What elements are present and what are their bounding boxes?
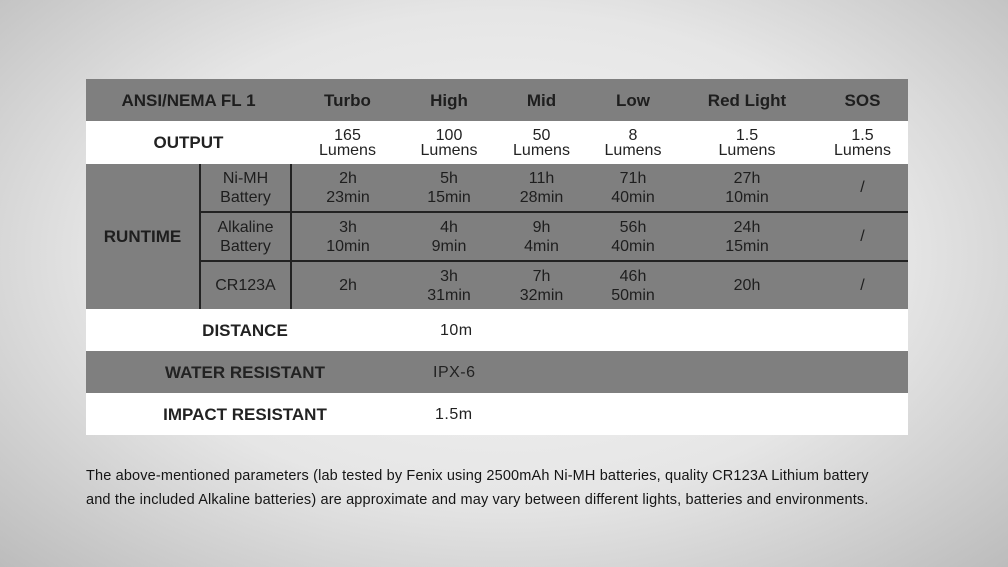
runtime-minutes: 40min [611,237,655,255]
runtime-minutes: 10min [725,188,769,206]
runtime-minutes: 15min [427,188,471,206]
output-cell [291,121,404,164]
output-unit: Lumens [718,141,776,159]
header-row [86,79,908,121]
runtime-hours: 11h [528,169,555,187]
output-value: 1.5 [851,126,874,144]
runtime-hours: / [860,179,865,196]
battery-type [200,212,291,261]
output-value: 50 [532,126,551,144]
output-cell [677,121,817,164]
runtime-cell [494,212,589,261]
runtime-row-cr123a [86,261,908,309]
runtime-minutes: 4min [524,237,559,255]
runtime-minutes: 40min [611,188,655,206]
runtime-minutes: 15min [725,237,769,255]
runtime-cell [494,164,589,212]
battery-type [200,164,291,212]
runtime-cell [404,164,494,212]
output-unit: Lumens [319,141,376,159]
runtime-minutes: 10min [326,237,370,255]
header-low: Low [616,90,650,110]
runtime-hours: / [860,228,865,245]
runtime-hours: 2h [339,169,357,187]
distance-label: DISTANCE [202,320,288,340]
runtime-minutes: 9min [431,237,467,255]
footnote [86,464,926,512]
water-label: WATER RESISTANT [165,362,325,382]
runtime-hours: 27h [733,169,761,187]
output-unit: Lumens [513,141,570,159]
output-cell [494,121,589,164]
impact-value: 1.5m [435,405,473,423]
battery-suffix: Battery [220,237,271,255]
header-red-light: Red Light [707,90,787,110]
runtime-hours: 9h [532,218,551,236]
water-row [86,351,908,393]
output-unit: Lumens [604,141,662,159]
runtime-cell [291,212,404,261]
distance-value: 10m [440,321,473,339]
output-cell [589,121,677,164]
runtime-row-nimh [86,164,908,212]
runtime-cell [817,261,908,309]
battery-name: CR123A [215,277,276,294]
footnote-line: and the included Alkaline batteries) are approximate and may vary between different lights, batteries and environments. [86,492,869,508]
runtime-cell [589,261,677,309]
output-unit: Lumens [834,141,891,159]
battery-type [200,261,291,309]
runtime-hours: 46h [619,267,647,285]
runtime-minutes: 23min [326,188,370,206]
output-label: OUTPUT [153,133,224,152]
runtime-cell [589,212,677,261]
header-ansi: ANSI/NEMA FL 1 [121,90,256,110]
water-value: IPX-6 [433,363,476,381]
output-value: 8 [628,126,638,144]
runtime-label: RUNTIME [103,227,182,246]
output-value: 1.5 [735,126,759,144]
runtime-cell [817,212,908,261]
runtime-hours: 4h [440,218,458,236]
runtime-cell [817,164,908,212]
runtime-cell [677,261,817,309]
runtime-cell [494,261,589,309]
runtime-cell [404,212,494,261]
runtime-hours: / [860,277,865,294]
output-cell [817,121,908,164]
runtime-row-alkaline [86,212,908,261]
impact-label: IMPACT RESISTANT [163,404,327,424]
output-value: 100 [435,126,463,144]
spec-table [86,79,908,435]
runtime-hours: 2h [339,277,357,294]
runtime-cell [677,212,817,261]
runtime-cell [589,164,677,212]
header-high: High [430,90,468,110]
output-cell [404,121,494,164]
footnote-line: The above-mentioned parameters (lab tested by Fenix using 2500mAh Ni-MH batteries, quality CR123A Lithium battery [86,468,869,484]
battery-name: Alkaline [217,218,274,236]
runtime-hours: 5h [440,169,458,187]
runtime-hours: 3h [440,267,458,285]
output-unit: Lumens [420,141,478,159]
runtime-hours: 56h [619,218,647,236]
runtime-cell [677,164,817,212]
output-row [86,121,908,164]
runtime-minutes: 50min [611,286,655,304]
runtime-hours: 20h [733,277,761,294]
runtime-minutes: 32min [519,286,564,304]
distance-row [86,309,908,351]
header-mid: Mid [526,90,557,110]
runtime-cell [291,164,404,212]
runtime-hours: 24h [733,218,761,236]
runtime-minutes: 28min [519,188,564,206]
output-value: 165 [334,126,361,144]
runtime-cell [291,261,404,309]
header-sos: SOS [844,90,881,110]
runtime-hours: 3h [339,218,357,236]
runtime-hours: 71h [619,169,647,187]
header-turbo: Turbo [324,90,371,110]
runtime-hours: 7h [532,267,551,285]
battery-suffix: Battery [220,188,271,206]
runtime-cell [404,261,494,309]
battery-name: Ni-MH [222,169,269,187]
impact-row [86,393,908,435]
runtime-minutes: 31min [427,286,471,304]
